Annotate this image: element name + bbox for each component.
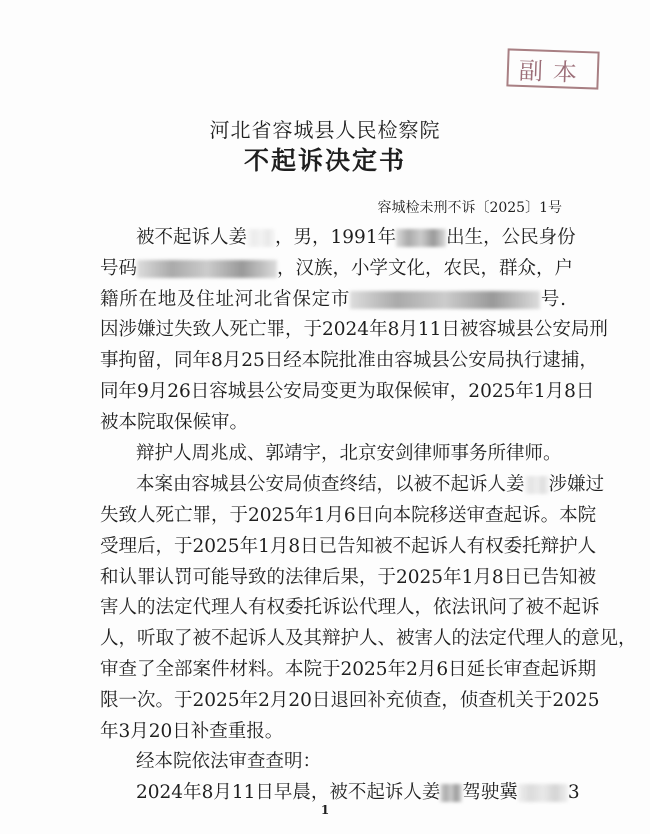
body-line: 因涉嫌过失致人死亡罪，于2024年8月11日被容城县公安局刑 — [100, 319, 608, 340]
body-line: 被不起诉人姜 ，男，1991年 出生，公民身份 — [136, 227, 576, 248]
body-line: 人，听取了被不起诉人及其辩护人、被害人的法定代理人的意见， — [100, 628, 637, 649]
page-number: 1 — [320, 803, 330, 817]
body-line: 和认罪认罚可能导致的法律后果，于2025年1月8日已告知被 — [100, 567, 597, 588]
document-title: 不起诉决定书 — [243, 146, 406, 175]
stamp-text: 副本 — [518, 56, 588, 87]
body-line: 本案由容城县公安局侦查终结，以被不起诉人姜 涉嫌过 — [136, 474, 605, 495]
body-line: 害人的法定代理人有权委托诉讼代理人，依法讯问了被不起诉 — [100, 597, 600, 618]
body-line: 籍所在地及住址河北省保定市 号. — [100, 289, 566, 310]
body-line: 号码 ，汉族，小学文化，农民，群众，户 — [100, 258, 574, 279]
document-number: 容城检未刑不诉〔2025〕1号 — [377, 200, 562, 216]
body-line: 年3月20日补查重报。 — [100, 721, 284, 742]
body-line: 辩护人周兆成、郭靖宇，北京安剑律师事务所律师。 — [136, 443, 562, 464]
body-line: 同年9月26日容城县公安局变更为取保候审，2025年1月8日 — [100, 381, 595, 402]
body-line: 受理后，于2025年1月8日已告知被不起诉人有权委托辩护人 — [100, 536, 597, 557]
body-line: 失致人死亡罪，于2025年1月6日向本院移送审查起诉。本院 — [100, 505, 597, 526]
body-line: 事拘留，同年8月25日经本院批准由容城县公安局执行逮捕， — [100, 350, 598, 371]
body-line: 被本院取保候审。 — [100, 412, 249, 433]
organization-name: 河北省容城县人民检察院 — [209, 118, 441, 142]
body-line: 经本院依法审查查明： — [136, 751, 322, 772]
body-line: 审查了全部案件材料。本院于2025年2月6日延长审查起诉期 — [100, 659, 597, 680]
body-line: 限一次。于2025年2月20日退回补充侦查，侦查机关于2025 — [100, 690, 600, 711]
body-line: 2024年8月11日早晨，被不起诉人姜 驾驶冀 3 — [136, 782, 580, 803]
copy-stamp — [506, 48, 599, 89]
